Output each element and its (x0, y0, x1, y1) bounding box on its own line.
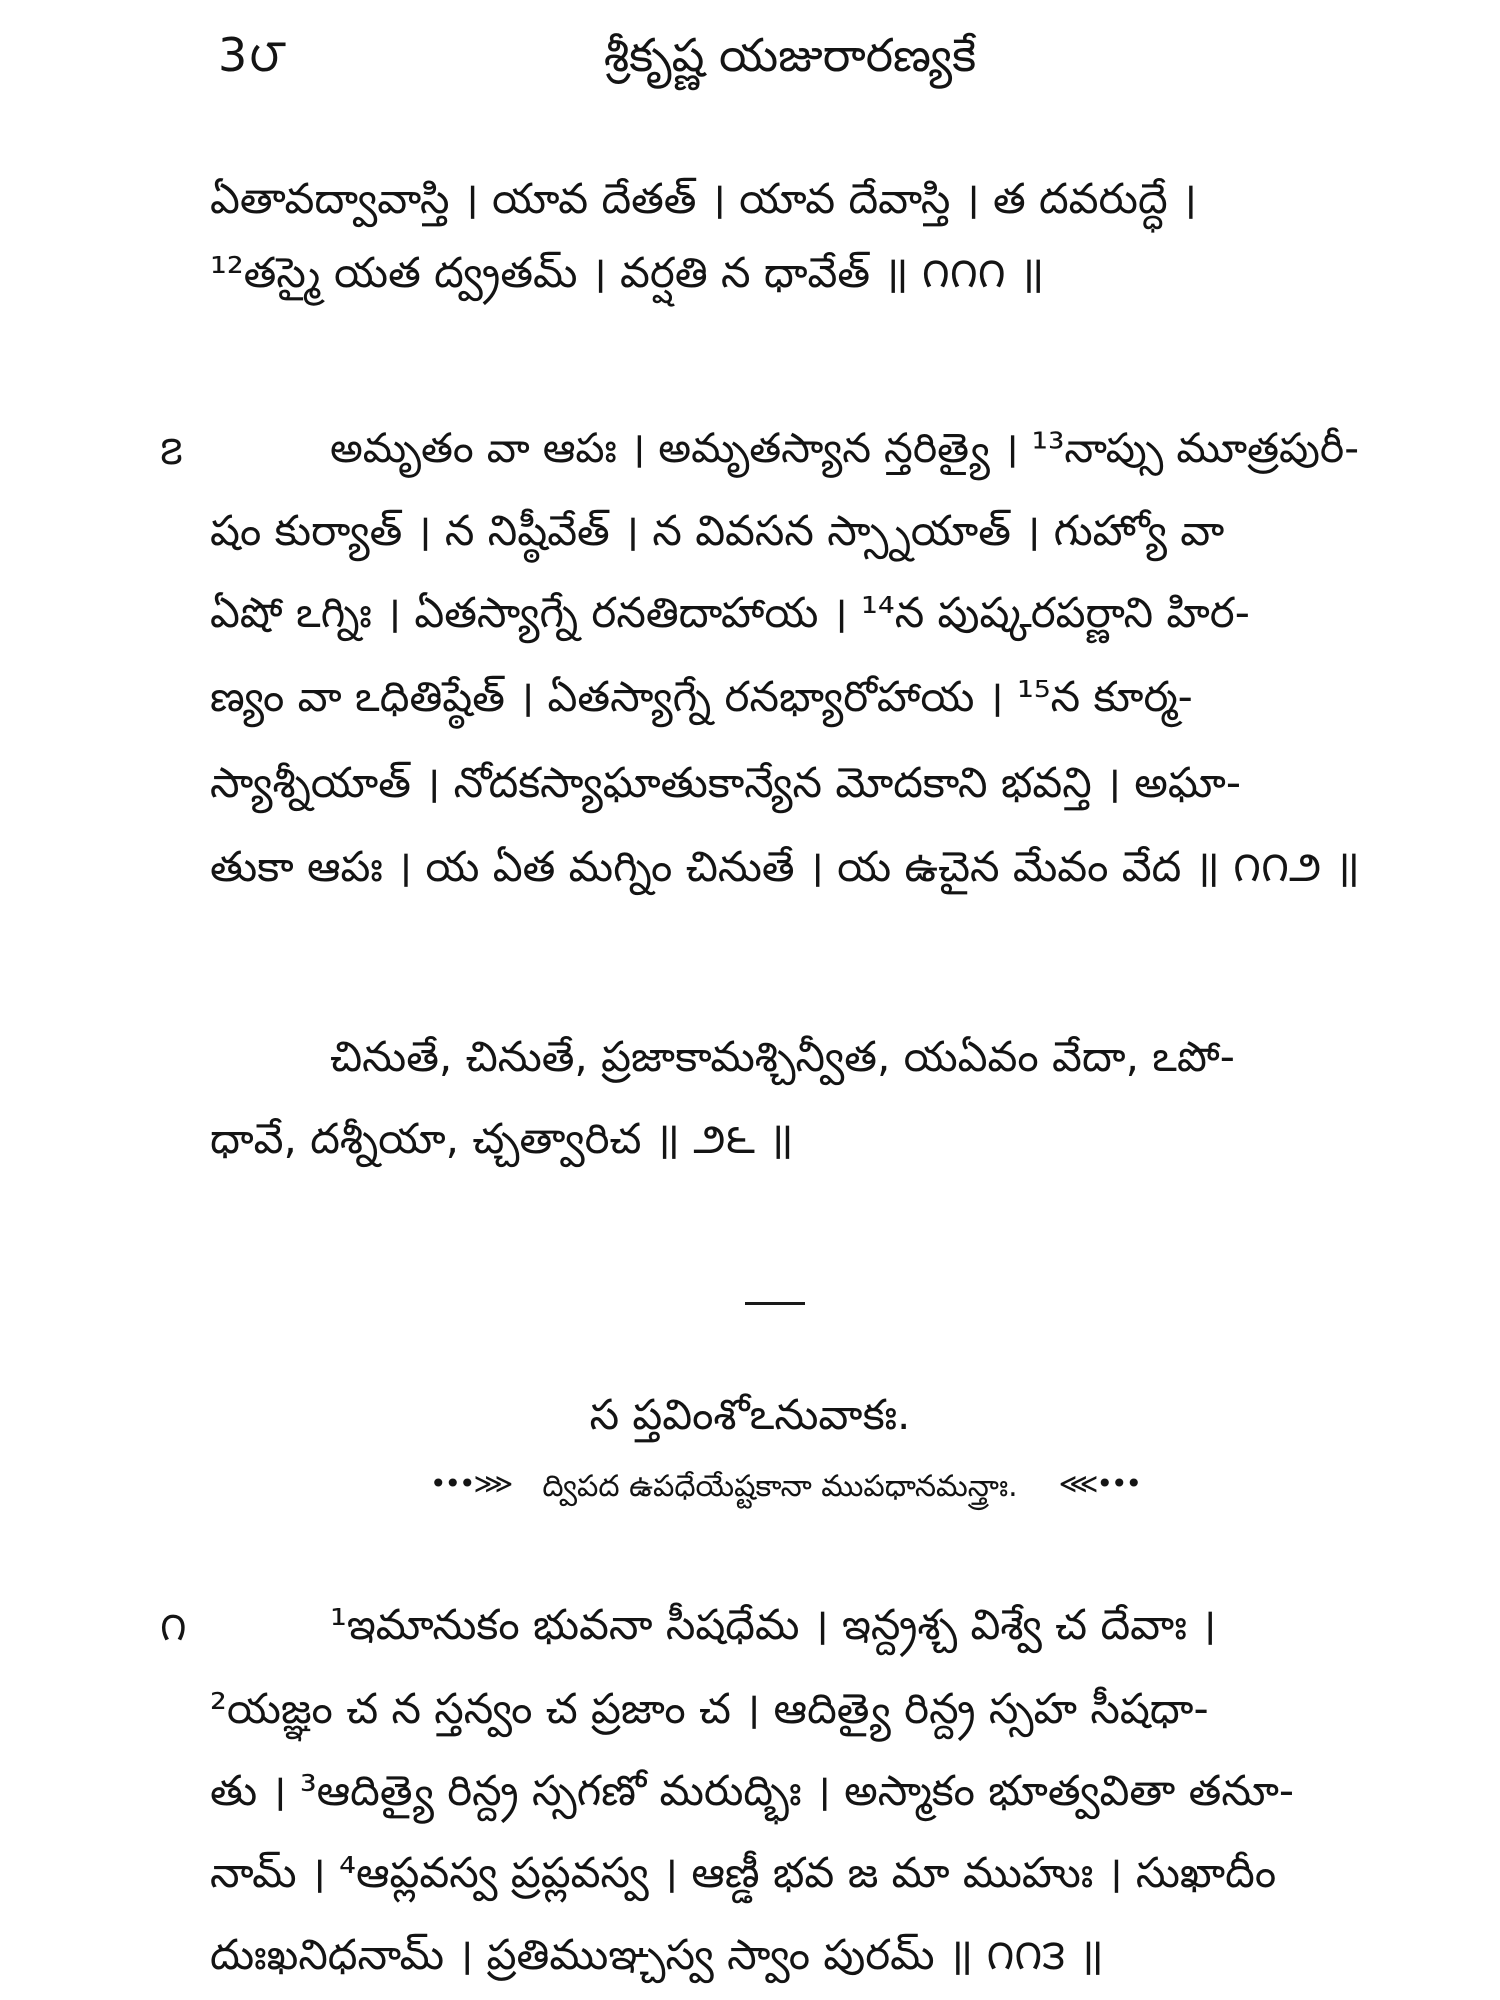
text-line: ఏషో ఽగ్నిః । ఏతస్యాగ్నే రనతిదాహాయ । ¹⁴న పుష్కరపర్ణాని హిర- (210, 588, 1250, 637)
text-line: తుకా ఆపః । య ఏత మగ్నిం చినుతే । య ఉచైన మేవం వేద ॥ ౧౧౨ ॥ (210, 842, 1360, 891)
verse-number: ౧ (160, 1604, 187, 1650)
text-line: అమృతం వా ఆపః । అమృతస్యాన న్తరిత్యై । ¹³నాప్సు మూత్రపురీ- (330, 424, 1360, 472)
section-divider (745, 1302, 805, 1305)
text-line: స్యాశ్నీయాత్ । నోదకస్యాఘాతుకాన్యేన మోదకాని భవన్తి । అఘా- (210, 758, 1241, 807)
text-line: ¹²తస్మై యత ద్వ్రతమ్ । వర్షతి న ధావేత్ ॥ ౧౧౧ ॥ (210, 248, 1045, 297)
text-line: నామ్ । ⁴ఆప్లవస్వ ప్రప్లవస్వ । ఆణ్డీ భవ జ మా ముహుః । సుఖాదీం (210, 1848, 1277, 1897)
text-line: చినుతే, చినుతే, ప్రజాకామశ్చిన్వీత, యఏవం వేదా, ఽపో- (330, 1032, 1235, 1081)
text-line: ²యజ్ఞం చ న స్తన్వం చ ప్రజాం చ । ఆదిత్యై రిన్ద్ర స్సహ సీషధా- (210, 1684, 1209, 1733)
text-line: షం కుర్యాత్ । న నిష్ఠీవేత్ । న వివసన స్స్నాయాత్ । గుహ్యో వా (210, 506, 1225, 555)
section-title: స ప్తవింశోఽనువాకః. (589, 1390, 911, 1439)
section-subtitle: ద్విపద ఉపధేయేష్టకానా ముపధానమన్త్రాః. (542, 1469, 1018, 1504)
text-line: తు । ³ఆదిత్యై రిన్ద్ర స్సగణో మరుద్భిః । అస్మాకం భూత్వవితా తనూ- (210, 1766, 1295, 1815)
text-line: ణ్యం వా ఽధితిష్ఠేత్ । ఏతస్యాగ్నే రనభ్యారోహాయ । ¹⁵న కూర్మ- (210, 672, 1193, 721)
text-line: దుఃఖనిధనామ్ । ప్రతిముఞ్చస్వ స్వాం పురమ్ ॥ ౧౧౩ ॥ (210, 1930, 1104, 1979)
page-number: 3౮ (218, 28, 289, 82)
section-subtitle-row (430, 1465, 1140, 1505)
verse-number: ౭ (160, 428, 183, 474)
ornament-left-icon: •••⋙ (430, 1467, 512, 1500)
running-title: శ్రీకృష్ణ యజురారణ్యకే (603, 28, 977, 82)
text-line: ఏతావద్వావాస్తి । యావ దేతత్ । యావ దేవాస్తి । త దవరుద్ధే । (210, 174, 1197, 223)
text-line: ¹ఇమానుకం భువనా సీషధేమ । ఇన్ద్రశ్చ విశ్వే చ దేవాః । (330, 1600, 1217, 1649)
text-line: ధావే, దశ్నీయా, చ్చత్వారిచ ॥ ౨౬ ॥ (210, 1114, 794, 1163)
ornament-right-icon: ⋘••• (1058, 1467, 1140, 1500)
